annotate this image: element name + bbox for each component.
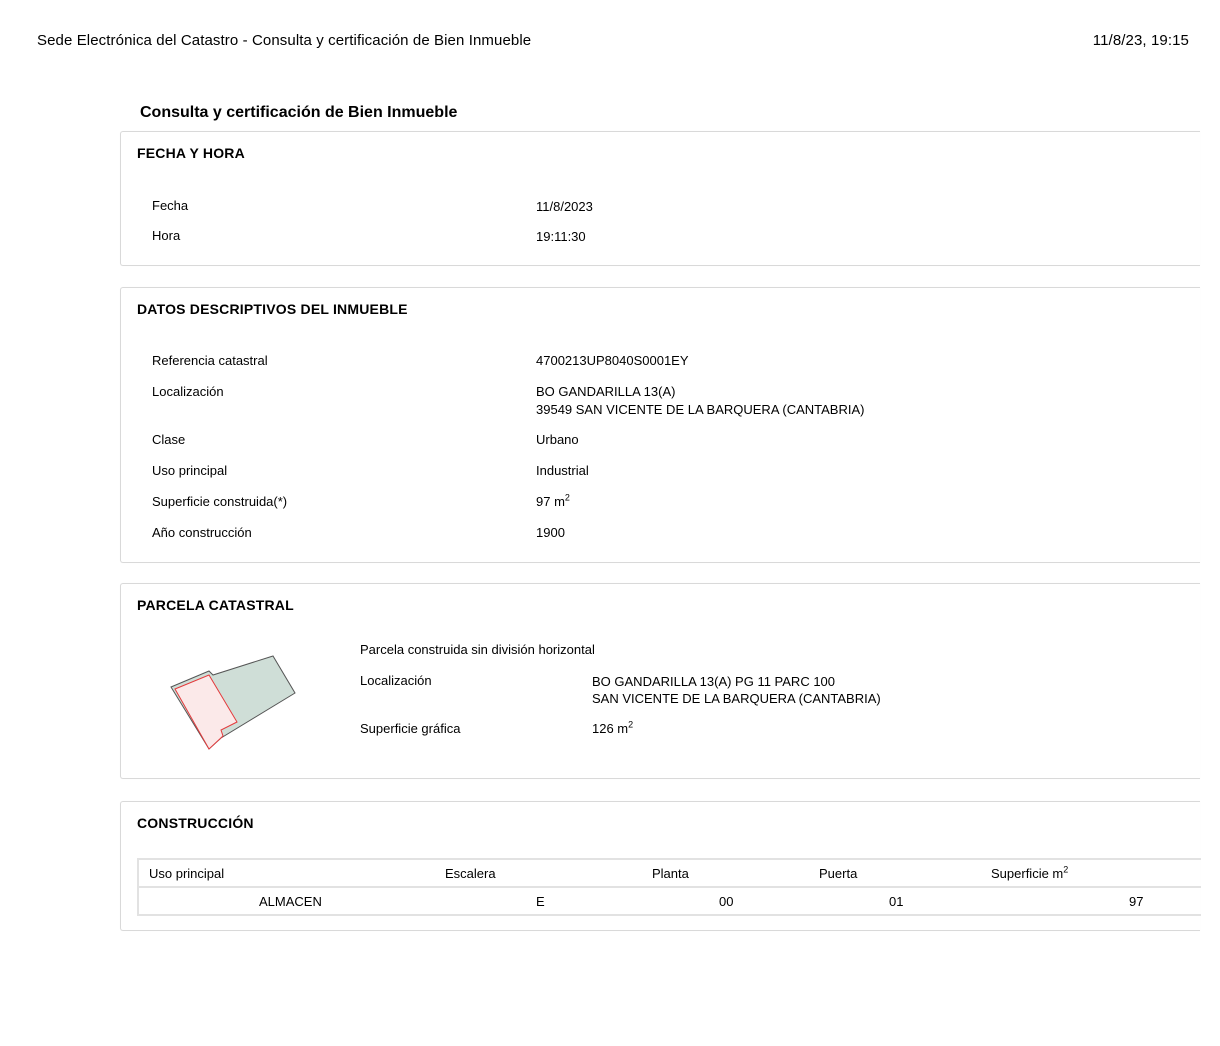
- print-header-datetime: 11/8/23, 19:15: [1092, 32, 1189, 49]
- print-header-title: Sede Electrónica del Catastro - Consulta y certificación de Bien Inmueble: [37, 32, 532, 49]
- unit-superscript: 2: [628, 719, 634, 730]
- label-superficie-grafica: Superficie gráfica: [360, 721, 461, 736]
- label-superficie-construida: Superficie construida(*): [152, 494, 288, 509]
- header-escalera: Escalera: [445, 866, 496, 881]
- value-superficie-grafica-number: 126 m: [592, 721, 629, 736]
- parcel-map-image: [165, 650, 305, 754]
- label-localizacion: Localización: [152, 384, 224, 399]
- value-superficie-grafica: [592, 720, 633, 737]
- label-uso-principal: Uso principal: [152, 463, 228, 478]
- header-puerta: Puerta: [819, 866, 858, 881]
- cell-escalera: E: [536, 894, 545, 909]
- panel-title-fecha-hora: FECHA Y HORA: [137, 145, 245, 161]
- value-superficie-construida: [536, 493, 570, 511]
- cell-uso-principal: ALMACEN: [259, 894, 322, 909]
- cell-planta: 00: [719, 894, 734, 909]
- panel-title-datos: DATOS DESCRIPTIVOS DEL INMUEBLE: [137, 301, 408, 317]
- table-row: [139, 888, 1201, 914]
- value-referencia: 4700213UP8040S0001EY: [536, 353, 689, 368]
- value-anio-construccion: 1900: [536, 525, 565, 540]
- value-superficie-construida-number: 97 m: [536, 494, 565, 509]
- header-superficie: [991, 866, 1068, 881]
- unit-superscript: 2: [1063, 864, 1069, 875]
- panel-datos-descriptivos: [120, 287, 1200, 563]
- value-parcela-localizacion-line2: SAN VICENTE DE LA BARQUERA (CANTABRIA): [592, 691, 881, 706]
- label-anio-construccion: Año construcción: [152, 525, 252, 540]
- cell-puerta: 01: [889, 894, 904, 909]
- panel-title-parcela: PARCELA CATASTRAL: [137, 597, 294, 613]
- cell-superficie: 97: [1129, 894, 1144, 909]
- value-localizacion: [536, 383, 864, 419]
- value-localizacion-line1: BO GANDARILLA 13(A): [536, 384, 676, 399]
- value-uso-principal: Industrial: [536, 463, 589, 478]
- parcela-descripcion: Parcela construida sin división horizontal: [360, 642, 595, 657]
- panel-construccion: [120, 801, 1200, 931]
- label-hora: Hora: [152, 228, 181, 243]
- value-hora: 19:11:30: [536, 229, 586, 244]
- table-header-row: [139, 860, 1201, 888]
- print-header: [37, 32, 1189, 52]
- construccion-table: [137, 858, 1201, 916]
- label-fecha: Fecha: [152, 198, 189, 213]
- value-fecha: 11/8/2023: [536, 199, 593, 214]
- page-title: Consulta y certificación de Bien Inmueble: [140, 104, 458, 121]
- value-parcela-localizacion: [592, 673, 881, 707]
- unit-superscript: 2: [564, 492, 570, 503]
- label-referencia: Referencia catastral: [152, 353, 268, 368]
- panel-parcela-catastral: [120, 583, 1200, 779]
- header-superficie-text: Superficie m: [991, 866, 1064, 881]
- panel-title-construccion: CONSTRUCCIÓN: [137, 815, 254, 831]
- label-parcela-localizacion: Localización: [360, 673, 432, 688]
- header-planta: Planta: [652, 866, 689, 881]
- value-localizacion-line2: 39549 SAN VICENTE DE LA BARQUERA (CANTABRIA): [536, 402, 865, 417]
- panel-fecha-hora: [120, 131, 1200, 266]
- label-clase: Clase: [152, 432, 186, 447]
- value-clase: Urbano: [536, 432, 579, 447]
- header-uso-principal: Uso principal: [149, 866, 225, 881]
- value-parcela-localizacion-line1: BO GANDARILLA 13(A) PG 11 PARC 100: [592, 674, 836, 689]
